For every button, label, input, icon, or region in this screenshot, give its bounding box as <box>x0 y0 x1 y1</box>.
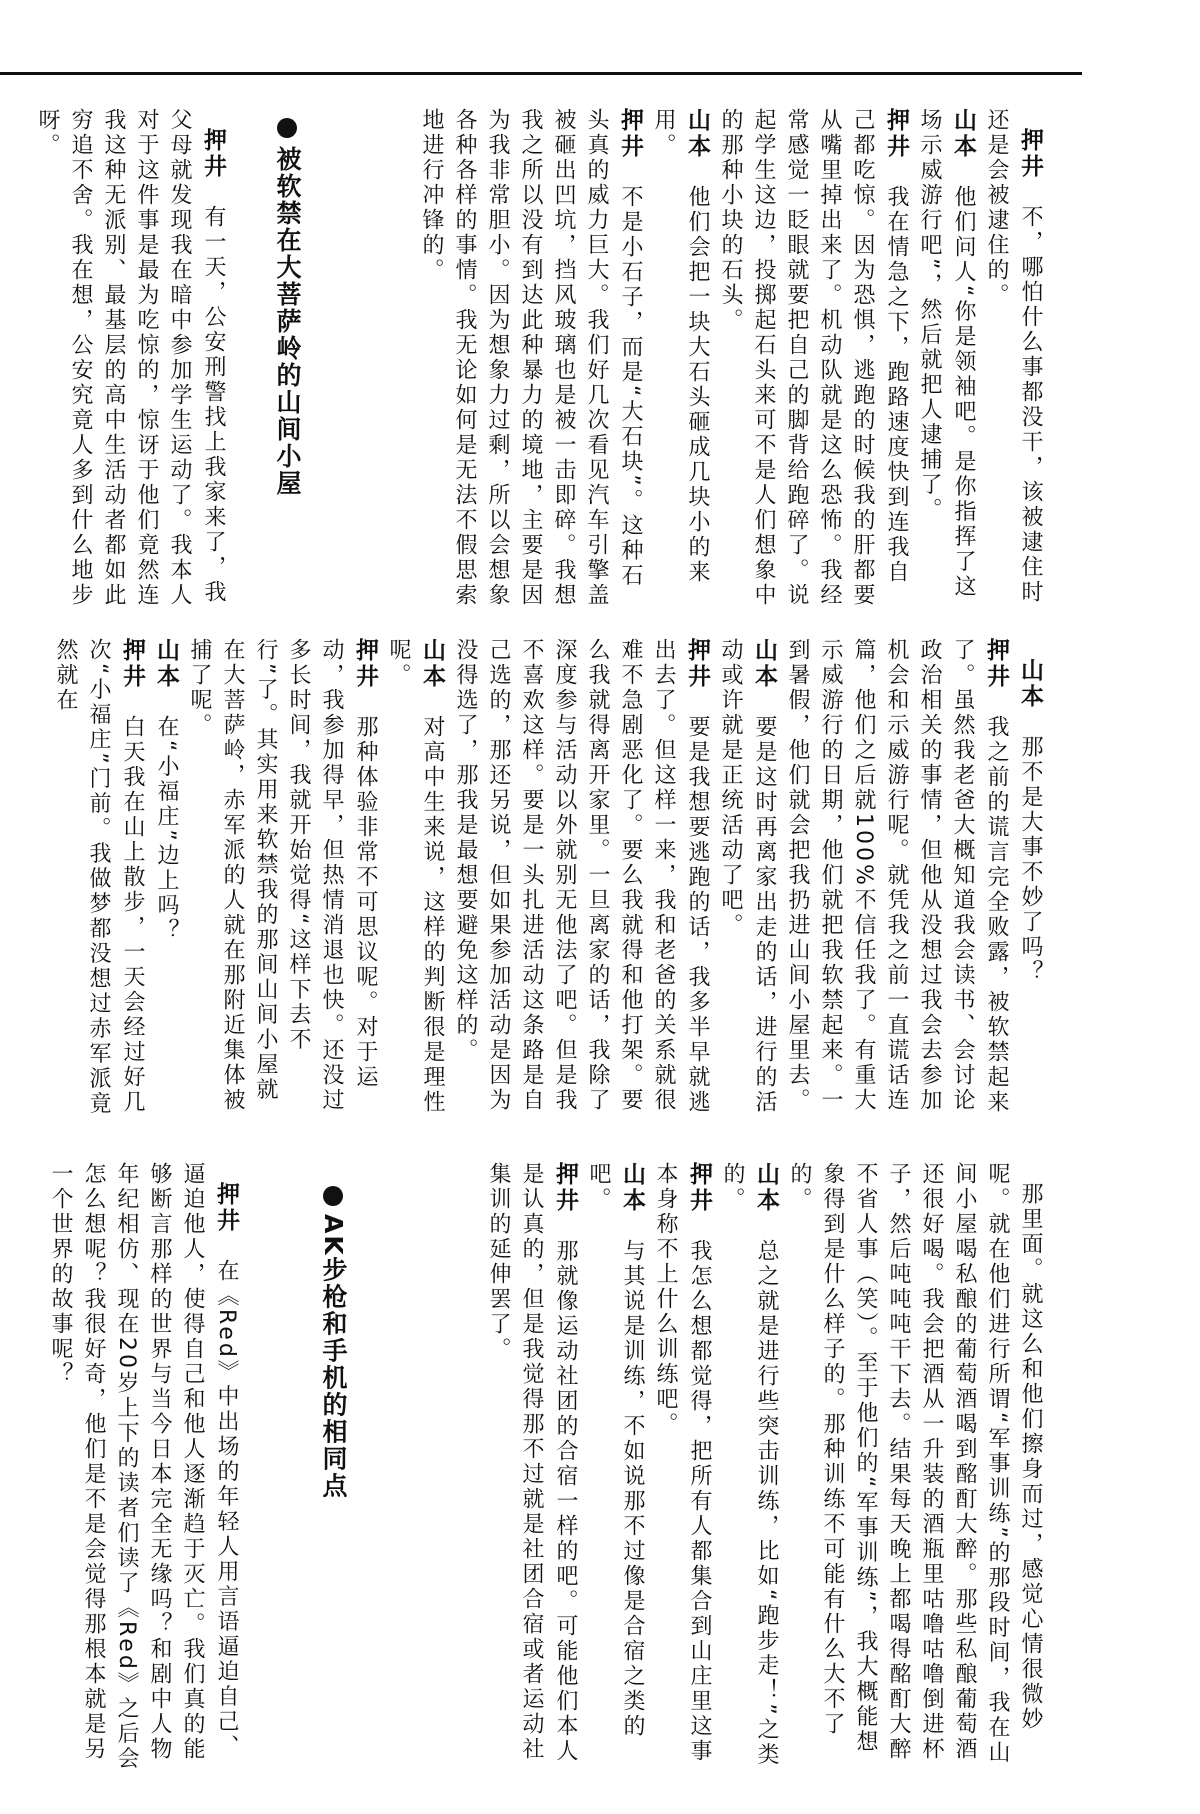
speaker-label: 押井 <box>883 108 909 160</box>
dialogue-text: 总之就是进行些突击训练，比如“跑步走！”之类的。 <box>720 1162 779 1768</box>
bullet-icon <box>323 1186 343 1206</box>
speaker-label: 山本 <box>419 638 445 690</box>
speaker-label: 山本 <box>753 1162 779 1214</box>
top-rule <box>0 72 1082 75</box>
speaker-label: 押井 <box>552 1162 578 1214</box>
speaker-label: 山本 <box>950 108 976 160</box>
speaker-label: 押井 <box>617 108 643 160</box>
dialogue-text: 我之前的谎言完全败露，被软禁起来了。虽然我老爸大概知道我会读书、会讨论政治相关的事情，但他从没想过我会去参加机会和示威游行呢。就凭我之前一直谎话连篇，他们之后就100%不信任我了。有重大示威游行的日期，他们就把我软禁起来。一到暑假，他们就会把我扔进山间小屋里去。 <box>785 638 1009 1115</box>
dialogue-text: 要是我想要逃跑的话，我多半早就逃出去了。但这样一来，我和老爸的关系就很难不急剧恶化了。要么我就得和他打架。要么我就得离开家里。一旦离家的话，我除了深度参与活动以外就别无他法了吧。但是我不喜欢这样。要是一头扎进活动这条路是自己选的，那还另说，但如果参加活动是因为没得选了，那我是最想要避免这样的。 <box>453 638 710 1115</box>
dialogue-text: 他们会把一块大石头砸成几块小的来用。 <box>651 108 710 585</box>
upper-band-text <box>380 108 1080 608</box>
speaker-label: 山本 <box>153 638 179 690</box>
section-heading-1: 被软禁在大菩萨岭的山间小屋 <box>272 118 302 568</box>
lower-band-text <box>380 1162 1080 1777</box>
dialogue-text: 不，哪怕什么事都没干，该被逮住时还是会被逮住的。 <box>984 108 1043 605</box>
speaker-label: 押井 <box>1017 128 1043 180</box>
dialogue-text: 有一天，公安刑警找上我家来了，我父母就发现我在暗中参加学生运动了。我本人对于这件事是最为吃惊的，惊讶于他们竟然连我这种无派别、最基层的高中生活动者都如此穷追不舍。我在想，公安究竟人多到什么地步呀。 <box>35 108 226 608</box>
middle-band-text <box>53 638 1080 1123</box>
speaker-label: 押井 <box>684 638 710 690</box>
speaker-label: 山本 <box>684 108 710 160</box>
dialogue-text: 那就像运动社团的合宿一样的吧。可能他们本人是认真的，但是我觉得那不过就是社团合宿或者运动社集训的延伸罢了。 <box>486 1162 578 1764</box>
lower-band-text-2 <box>36 1162 276 1777</box>
dialogue-text: 与其说是训练，不如说那不过像是合宿之类的吧。 <box>586 1162 645 1739</box>
bullet-icon <box>277 118 297 138</box>
dialogue-text: 对高中生来说，这样的判断很是理性呢。 <box>386 638 445 1115</box>
dialogue-text: 我怎么想都觉得，把所有人都集合到山庄里这事本身称不上什么训练吧。 <box>653 1162 712 1764</box>
speaker-label: 押井 <box>686 1162 712 1214</box>
speaker-label: 押井 <box>213 1182 239 1234</box>
speaker-label: 押井 <box>200 128 226 180</box>
section-heading-2: AK步枪和手机的相同点 <box>318 1186 348 1606</box>
dialogue-text: 要是这时再离家出走的话，进行的活动或许就是正统活动了吧。 <box>718 638 777 1115</box>
dialogue-text: 在“小福庄”边上吗？ <box>154 715 179 944</box>
upper-band-text-2 <box>35 108 263 608</box>
speaker-label: 押井 <box>119 638 145 690</box>
speaker-label: 山本 <box>751 638 777 690</box>
dialogue-text: 不是小石子，而是“大石块”。这种石头真的威力巨大。我们好几次看见汽车引擎盖被砸出凹坑，挡风玻璃也是被一击即碎。我想我之所以没有到达此种暴力的境地，主要是因为我非常胆小。因为想象力过剩，所以会想象各种各样的事情。我无论如何是无法不假思索地进行冲锋的。 <box>419 108 643 608</box>
dialogue-text: 在《Red》中出场的年轻人用言语逼迫自己、逼迫他人，使得自己和他人逐渐趋于灭亡。我们真的能够断言那样的世界与当今日本完全无缘吗？和剧中人物年纪相仿、现在20岁上下的读者们读了《Red》之后会怎么想呢？我很好奇，他们是不是会觉得那根本就是另一个世界的故事呢？ <box>48 1162 239 1772</box>
speaker-label: 押井 <box>352 638 378 690</box>
dialogue-text: 那不是大事不妙了吗？ <box>1018 735 1043 985</box>
dialogue-text: 那里面。就这么和他们擦身而过，感觉心情很微妙呢。就在他们进行所谓“军事训练”的那段时间，我在山间小屋喝私酿的葡萄酒喝到酩酊大醉。那些私酿葡萄酒还很好喝。我会把酒从一升装的酒瓶里咕噜咕噜倒进杯子，然后吨吨吨干下去。结果每天晚上都喝得酩酊大醉不省人事（笑）。至于他们的“军事训练”，我大概能想象得到是什么样子的。那种训练不可能有什么大不了的。 <box>787 1162 1043 1766</box>
speaker-label: 山本 <box>1017 658 1043 710</box>
speaker-label: 山本 <box>619 1162 645 1214</box>
dialogue-text: 那种体验非常不可思议呢。对于运动，我参加得早，但热情消退也快。还没过多长时间，我就开始觉得“这样下去不行”了。其实用来软禁我的那间山间小屋就在大菩萨岭，赤军派的人就在那附近集体被捕了呢。 <box>187 638 378 1113</box>
dialogue-text: 他们问人“你是领袖吧。是你指挥了这场示威游行吧”，然后就把人逮捕了。 <box>917 108 976 600</box>
speaker-label: 押井 <box>983 638 1009 690</box>
dialogue-text: 白天我在山上散步，一天会经过好几次“小福庄”门前。我做梦都没想过赤军派竟然就在 <box>53 638 145 1117</box>
dialogue-text: 我在情急之下，跑路速度快到连我自己都吃惊。因为恐惧，逃跑的时候我的肝都要从嘴里掉出来了。机动队就是这么恐怖。我经常感觉一眨眼就要把自己的脚背给跑碎了。说起学生这边，投掷起石头来可不是人们想象中的那种小块的石头。 <box>718 108 909 608</box>
